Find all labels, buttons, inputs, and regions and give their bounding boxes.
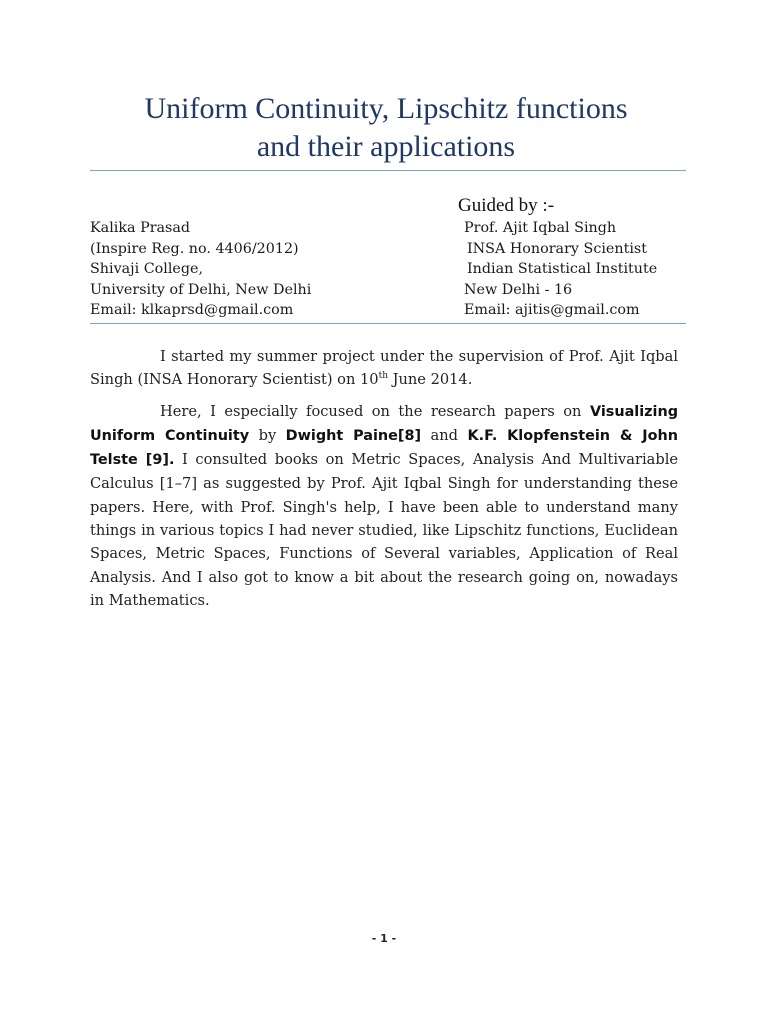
paragraph-2 (90, 400, 678, 613)
title-line-1: Uniform Continuity, Lipschitz functions (144, 92, 628, 125)
student-university: University of Delhi, New Delhi (90, 281, 312, 298)
paragraph-2-text: by (249, 426, 286, 444)
body-text (90, 345, 678, 620)
guide-title: INSA Honorary Scientist (467, 240, 647, 257)
student-name: Kalika Prasad (90, 220, 191, 236)
title-line-2: and their applications (256, 130, 516, 163)
paragraph-1-text: I started my summer project under the supervision of Prof. Ajit Iqbal Singh (INSA Honorary Scientist) on 10 (90, 348, 678, 389)
paper-title-reference: Visualizing Uniform Continuity (90, 403, 678, 444)
student-registration: (Inspire Reg. no. 4406/2012) (90, 240, 299, 257)
student-college: Shivaji College, (90, 261, 204, 278)
author-reference-1: Dwight Paine[8] (285, 427, 422, 444)
student-email: Email: klkaprsd@gmail.com (90, 302, 294, 319)
guide-info (464, 218, 657, 321)
paragraph-1-text-end: June 2014. (388, 371, 473, 389)
paragraph-2-text: I consulted books on Metric Spaces, Analysis And Multivariable Calculus [1–7] as suggested by Prof. Ajit Iqbal Singh for understanding these papers. Here, with Prof. Singh's help, I have been able to understand many things in various topics I had never studied, like Lipschitz functions, Euclidean Spaces, Metric Spaces, Functions of Several variables, Application of Real Analysis. And I also got to know a bit about the research going on, nowadays in Mathematics. (90, 451, 678, 609)
info-divider (90, 323, 686, 324)
ordinal-superscript: th (378, 371, 388, 382)
paragraph-1 (90, 345, 678, 392)
student-info (90, 218, 311, 321)
guide-institute: Indian Statistical Institute (467, 261, 658, 278)
guide-email: Email: ajitis@gmail.com (464, 302, 640, 319)
guided-by-heading: Guided by :- (458, 195, 555, 216)
title-divider (90, 170, 686, 171)
author-reference-2: K.F. Klopfenstein & John Telste [9]. (90, 427, 678, 469)
page-number: - 1 - (371, 932, 397, 945)
page-title (80, 90, 692, 166)
guide-city: New Delhi - 16 (464, 281, 573, 298)
guide-name: Prof. Ajit Iqbal Singh (464, 220, 617, 236)
paragraph-2-text: Here, I especially focused on the research papers on (160, 402, 590, 420)
paragraph-2-text: and (421, 426, 468, 444)
